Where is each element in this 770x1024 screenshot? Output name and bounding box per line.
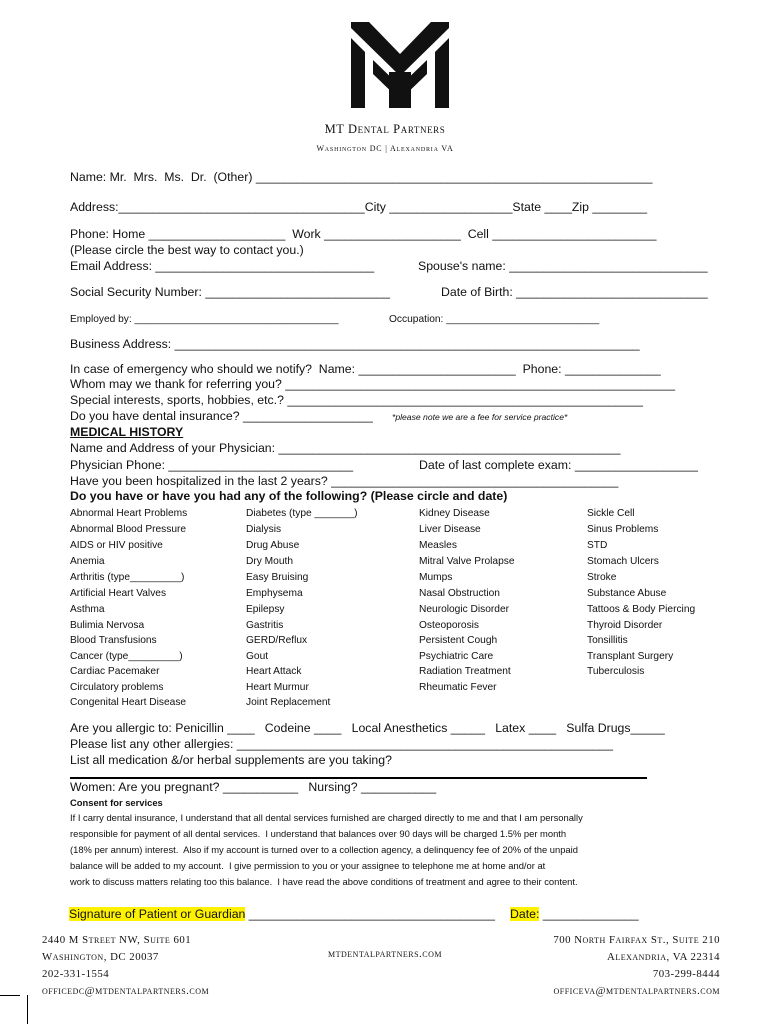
allergies-field[interactable]: Are you allergic to: Penicillin ____ Codeine ____ Local Anesthetics _____ Latex ____ Sulfa Drugs_____ <box>70 721 665 735</box>
spouse-field[interactable]: Spouse's name: _____________________________ <box>418 259 708 273</box>
condition-item[interactable]: Artificial Heart Valves <box>70 588 167 599</box>
signature-label: Signature of Patient or Guardian <box>69 907 246 921</box>
insurance-field[interactable]: Do you have dental insurance? ___________________ <box>70 409 373 423</box>
condition-item[interactable]: Cardiac Pacemaker <box>70 666 160 677</box>
condition-item[interactable]: GERD/Reflux <box>246 635 308 646</box>
insurance-note: *please note we are a fee for service practice* <box>392 412 568 422</box>
condition-item[interactable]: Epilepsy <box>246 604 285 615</box>
condition-item[interactable]: Dialysis <box>246 524 282 535</box>
condition-item[interactable]: Substance Abuse <box>587 588 667 599</box>
women-field[interactable]: Women: Are you pregnant? ___________ Nursing? ___________ <box>70 780 437 794</box>
ssn-field[interactable]: Social Security Number: ___________________________ <box>70 285 390 299</box>
crop-mark <box>0 995 20 996</box>
contact-note: (Please circle the best way to contact you.) <box>70 243 304 257</box>
crop-mark <box>27 995 28 1024</box>
consent-line: work to discuss matters relating too this balance. I have read the above conditions of treatment and agree to their content. <box>70 876 578 887</box>
consent-line: balance will be added to my account. I give permission to you or your assignee to telephone me at home and/or at <box>70 860 546 871</box>
date-line[interactable]: ______________ <box>539 907 639 921</box>
medications-field[interactable]: List all medication &/or herbal supplements are you taking? <box>70 753 392 767</box>
condition-item[interactable]: Blood Transfusions <box>70 635 157 646</box>
business-address-field[interactable]: Business Address: ____________________________________________________________________ <box>70 337 640 351</box>
condition-item[interactable]: Joint Replacement <box>246 697 331 708</box>
address-field[interactable]: Address:____________________________________City __________________State ____Zip ________ <box>70 200 648 214</box>
condition-item[interactable]: Drug Abuse <box>246 540 300 551</box>
condition-item[interactable]: Mitral Valve Prolapse <box>419 556 515 567</box>
condition-item[interactable]: Liver Disease <box>419 524 481 535</box>
condition-item[interactable]: Sickle Cell <box>587 508 635 519</box>
condition-item[interactable]: Psychiatric Care <box>419 651 494 662</box>
consent-line: (18% per annum) interest. Also if my account is turned over to a collection agency, a delinquency fee of 20% of the unpaid <box>70 844 578 855</box>
footer-right-email[interactable]: officeva@mtdentalpartners.com <box>553 985 720 997</box>
condition-item[interactable]: Stomach Ulcers <box>587 556 659 567</box>
condition-item[interactable]: Asthma <box>70 604 105 615</box>
practice-locations: Washington DC | Alexandria VA <box>316 144 454 153</box>
condition-item[interactable]: Thyroid Disorder <box>587 620 663 631</box>
condition-item[interactable]: Tonsillitis <box>587 635 628 646</box>
condition-item[interactable]: STD <box>587 540 608 551</box>
footer-right-line: 703-299-8444 <box>652 968 720 980</box>
condition-item[interactable]: Measles <box>419 540 457 551</box>
condition-item[interactable]: Anemia <box>70 556 105 567</box>
condition-item[interactable]: Tattoos & Body Piercing <box>587 604 696 615</box>
practice-name: MT Dental Partners <box>324 122 446 136</box>
condition-item[interactable]: Congenital Heart Disease <box>70 697 187 708</box>
consent-line: If I carry dental insurance, I understand that all dental services furnished are charged directly to me and that I am personally <box>70 812 583 823</box>
condition-item[interactable]: Abnormal Blood Pressure <box>70 524 187 535</box>
emergency-field[interactable]: In case of emergency who should we notify? Name: _______________________ Phone: ______________ <box>70 362 661 376</box>
footer-left-line: Washington, DC 20037 <box>42 951 159 963</box>
physician-field[interactable]: Name and Address of your Physician: __________________________________________________ <box>70 441 621 455</box>
condition-item[interactable]: Transplant Surgery <box>587 651 674 662</box>
last-exam-field[interactable]: Date of last complete exam: __________________ <box>419 458 698 472</box>
footer-right-line: 700 North Fairfax St., Suite 210 <box>553 934 720 946</box>
footer-left-email[interactable]: officedc@mtdentalpartners.com <box>42 985 210 997</box>
hospitalized-field[interactable]: Have you been hospitalized in the last 2 years? __________________________________________ <box>70 474 619 488</box>
footer-left-line: 202-331-1554 <box>42 968 110 980</box>
condition-item[interactable]: Dry Mouth <box>246 556 293 567</box>
condition-item[interactable]: Rheumatic Fever <box>419 682 497 693</box>
footer-left-line: 2440 M Street NW, Suite 601 <box>42 934 192 946</box>
footer-right-line: Alexandria, VA 22314 <box>607 951 720 963</box>
condition-item[interactable]: Neurologic Disorder <box>419 604 510 615</box>
interests-field[interactable]: Special interests, sports, hobbies, etc.? ____________________________________________________ <box>70 393 643 407</box>
phone-field[interactable]: Phone: Home ____________________ Work ____________________ Cell ________________________ <box>70 227 657 241</box>
condition-item[interactable]: Cancer (type_________) <box>70 651 183 662</box>
conditions-prompt: Do you have or have you had any of the following? (Please circle and date) <box>70 489 508 503</box>
condition-item[interactable]: Kidney Disease <box>419 508 490 519</box>
condition-item[interactable]: Abnormal Heart Problems <box>70 508 188 519</box>
condition-item[interactable]: Stroke <box>587 572 617 583</box>
condition-item[interactable]: Heart Attack <box>246 666 302 677</box>
condition-item[interactable]: Diabetes (type _______) <box>246 508 358 519</box>
physician-phone-field[interactable]: Physician Phone: ___________________________ <box>70 458 354 472</box>
consent-heading: Consent for services <box>70 797 163 808</box>
occupation-field[interactable]: Occupation: ___________________________ <box>389 314 600 325</box>
condition-item[interactable]: Emphysema <box>246 588 303 599</box>
condition-item[interactable]: Gastritis <box>246 620 284 631</box>
employed-field[interactable]: Employed by: ____________________________________ <box>70 314 339 325</box>
referral-field[interactable]: Whom may we thank for referring you? _________________________________________________________ <box>70 377 676 391</box>
condition-item[interactable]: Easy Bruising <box>246 572 309 583</box>
condition-item[interactable]: Heart Murmur <box>246 682 309 693</box>
footer-website[interactable]: mtdentalpartners.com <box>328 948 442 960</box>
mt-logo <box>345 16 455 112</box>
email-field[interactable]: Email Address: ________________________________ <box>70 259 375 273</box>
condition-item[interactable]: Bulimia Nervosa <box>70 620 145 631</box>
date-row[interactable] <box>510 907 639 921</box>
condition-item[interactable]: Circulatory problems <box>70 682 164 693</box>
condition-item[interactable]: Arthritis (type_________) <box>70 572 185 583</box>
condition-item[interactable]: Nasal Obstruction <box>419 588 500 599</box>
condition-item[interactable]: Mumps <box>419 572 453 583</box>
date-label: Date: <box>510 907 540 921</box>
condition-item[interactable]: Persistent Cough <box>419 635 498 646</box>
condition-item[interactable]: Osteoporosis <box>419 620 480 631</box>
condition-item[interactable]: Radiation Treatment <box>419 666 511 677</box>
signature-row[interactable] <box>69 907 495 921</box>
name-field[interactable]: Name: Mr. Mrs. Ms. Dr. (Other) __________________________________________________________ <box>70 170 653 184</box>
condition-item[interactable]: Tuberculosis <box>587 666 645 677</box>
condition-item[interactable]: Gout <box>246 651 269 662</box>
dob-field[interactable]: Date of Birth: ____________________________ <box>441 285 708 299</box>
other-allergies-field[interactable]: Please list any other allergies: _______________________________________________________ <box>70 737 613 751</box>
medical-history-heading: MEDICAL HISTORY <box>70 425 184 439</box>
section-divider <box>70 777 647 779</box>
signature-line[interactable]: ____________________________________ <box>245 907 495 921</box>
condition-item[interactable]: AIDS or HIV positive <box>70 540 163 551</box>
condition-item[interactable]: Sinus Problems <box>587 524 659 535</box>
consent-line: responsible for payment of all dental services. I understand that balances over 90 days will be charged 1.5% per month <box>70 828 567 839</box>
